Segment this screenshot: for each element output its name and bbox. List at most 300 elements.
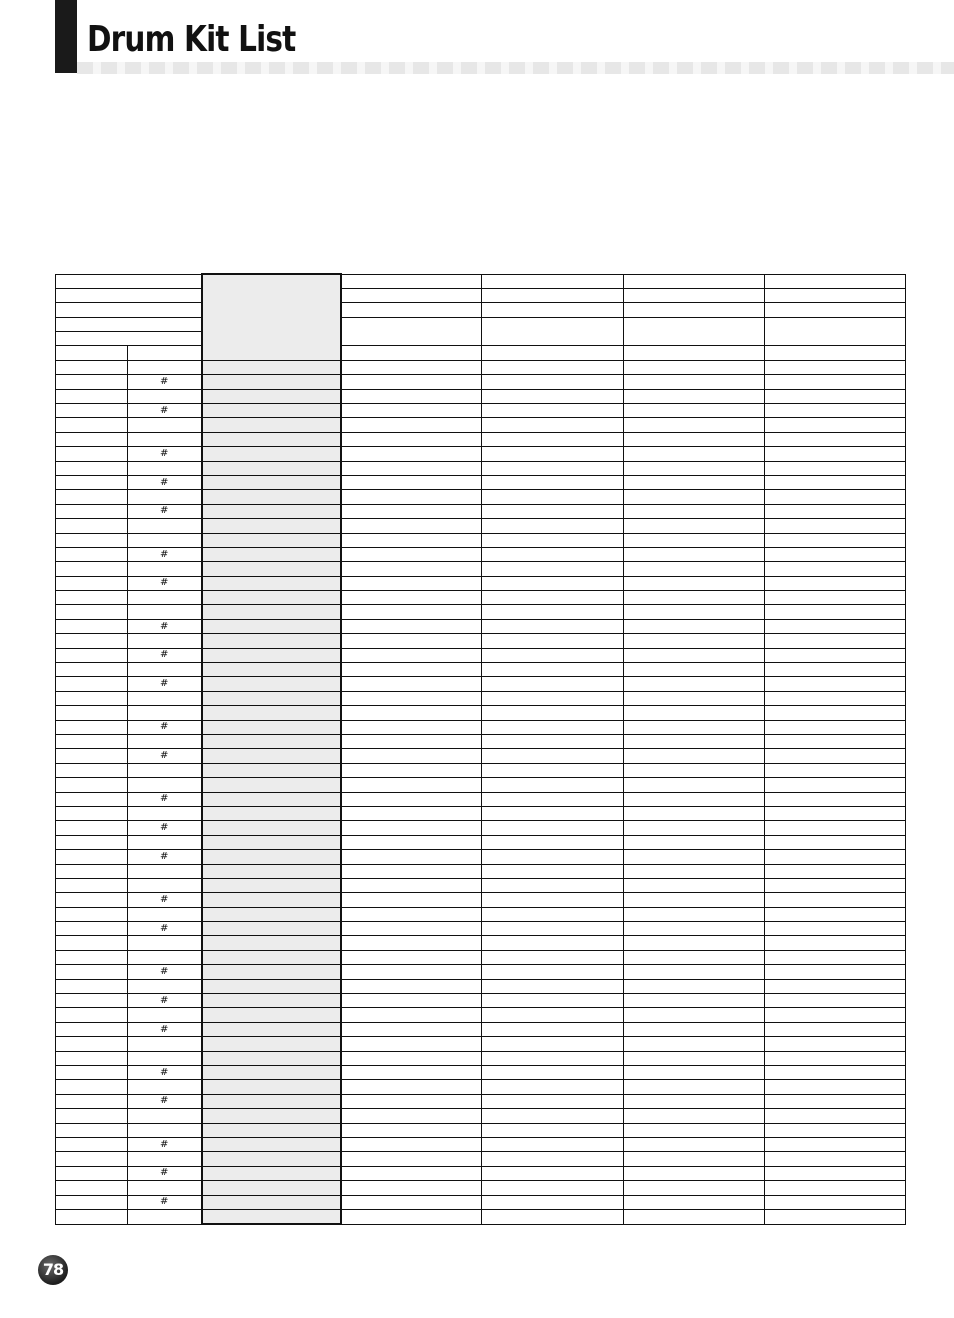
table-cell — [56, 936, 128, 950]
shaded-cell — [202, 1022, 341, 1036]
sharp-cell — [128, 591, 202, 605]
table-cell — [56, 792, 128, 806]
page-number-badge: 78 — [38, 1255, 68, 1285]
sharp-cell: # — [128, 576, 202, 590]
table-cell — [341, 490, 482, 504]
table-row — [56, 1094, 906, 1108]
table-cell — [482, 533, 624, 547]
shaded-cell — [202, 1209, 341, 1224]
table-cell — [765, 864, 906, 878]
table-cell — [482, 1008, 624, 1022]
shaded-cell — [202, 1008, 341, 1022]
table-row — [56, 1166, 906, 1180]
table-cell — [56, 835, 128, 849]
table-cell — [341, 375, 482, 389]
table-cell — [56, 1137, 128, 1151]
table-cell — [482, 1109, 624, 1123]
table-cell — [765, 1022, 906, 1036]
shaded-cell — [202, 835, 341, 849]
shaded-cell — [202, 1181, 341, 1195]
table-cell — [765, 288, 906, 302]
table-cell — [341, 562, 482, 576]
sharp-cell — [128, 907, 202, 921]
table-row — [56, 821, 906, 835]
table-cell — [341, 1109, 482, 1123]
table-cell — [624, 1209, 765, 1224]
table-cell — [765, 576, 906, 590]
table-cell — [56, 461, 128, 475]
table-cell — [765, 735, 906, 749]
table-cell — [624, 1166, 765, 1180]
shaded-cell — [202, 1195, 341, 1209]
shaded-cell — [202, 1166, 341, 1180]
table-cell — [56, 1065, 128, 1079]
table-cell — [765, 1065, 906, 1079]
table-cell — [482, 504, 624, 518]
table-cell — [624, 447, 765, 461]
table-cell — [624, 806, 765, 820]
sharp-cell: # — [128, 447, 202, 461]
sharp-cell: # — [128, 1195, 202, 1209]
table-cell — [624, 735, 765, 749]
shaded-cell — [202, 1094, 341, 1108]
table-cell — [341, 835, 482, 849]
table-cell — [624, 907, 765, 921]
table-cell — [765, 418, 906, 432]
table-cell — [624, 979, 765, 993]
table-header-row — [56, 274, 906, 288]
table-cell — [341, 821, 482, 835]
table-cell — [765, 778, 906, 792]
table-row — [56, 375, 906, 389]
table-cell — [56, 720, 128, 734]
shaded-cell — [202, 533, 341, 547]
table-cell — [56, 878, 128, 892]
table-cell — [765, 1037, 906, 1051]
table-cell — [56, 763, 128, 777]
sharp-cell — [128, 418, 202, 432]
table-cell — [624, 389, 765, 403]
table-cell — [56, 332, 202, 346]
table-cell — [482, 792, 624, 806]
table-cell — [341, 634, 482, 648]
table-cell — [624, 475, 765, 489]
table-cell — [765, 346, 906, 360]
shaded-cell — [202, 720, 341, 734]
table-cell — [56, 533, 128, 547]
table-cell — [765, 648, 906, 662]
table-cell — [765, 936, 906, 950]
table-cell — [624, 936, 765, 950]
table-row — [56, 691, 906, 705]
table-cell — [56, 1051, 128, 1065]
shaded-cell — [202, 1051, 341, 1065]
table-cell — [624, 835, 765, 849]
shaded-cell — [202, 994, 341, 1008]
shaded-cell — [202, 634, 341, 648]
sharp-cell: # — [128, 792, 202, 806]
shaded-cell — [202, 965, 341, 979]
table-row — [56, 965, 906, 979]
sharp-cell: # — [128, 1094, 202, 1108]
table-cell — [624, 346, 765, 360]
sharp-cell — [128, 735, 202, 749]
shaded-cell — [202, 389, 341, 403]
shaded-cell — [202, 360, 341, 374]
table-cell — [482, 547, 624, 561]
table-cell — [56, 375, 128, 389]
table-cell — [341, 806, 482, 820]
shaded-cell — [202, 821, 341, 835]
table-cell — [341, 274, 482, 288]
table-cell — [482, 1022, 624, 1036]
table-cell — [765, 619, 906, 633]
table-cell — [482, 720, 624, 734]
table-cell — [482, 317, 624, 346]
table-cell — [341, 749, 482, 763]
sharp-cell: # — [128, 922, 202, 936]
table-cell — [765, 1195, 906, 1209]
table-cell — [482, 735, 624, 749]
table-cell — [56, 288, 202, 302]
sharp-cell — [128, 706, 202, 720]
table-cell — [56, 432, 128, 446]
sharp-cell — [128, 1181, 202, 1195]
table-cell — [341, 1137, 482, 1151]
sharp-cell: # — [128, 821, 202, 835]
table-cell — [765, 1123, 906, 1137]
table-cell — [56, 1109, 128, 1123]
table-row — [56, 504, 906, 518]
table-cell — [624, 547, 765, 561]
table-cell — [482, 878, 624, 892]
table-cell — [482, 677, 624, 691]
table-cell — [765, 1209, 906, 1224]
shaded-header-cell — [202, 274, 341, 360]
shaded-cell — [202, 850, 341, 864]
sharp-cell — [128, 663, 202, 677]
table-cell — [341, 519, 482, 533]
table-cell — [341, 864, 482, 878]
table-cell — [56, 979, 128, 993]
table-cell — [56, 634, 128, 648]
table-cell — [56, 447, 128, 461]
table-cell — [341, 533, 482, 547]
table-cell — [341, 447, 482, 461]
table-cell — [624, 994, 765, 1008]
shaded-cell — [202, 619, 341, 633]
table-cell — [56, 922, 128, 936]
table-cell — [765, 432, 906, 446]
table-cell — [624, 792, 765, 806]
table-cell — [624, 288, 765, 302]
table-cell — [341, 965, 482, 979]
table-cell — [765, 893, 906, 907]
table-cell — [765, 1181, 906, 1195]
table-header-row — [56, 288, 906, 302]
table-cell — [624, 619, 765, 633]
table-cell — [482, 303, 624, 317]
sharp-cell — [128, 634, 202, 648]
table-cell — [56, 576, 128, 590]
table-cell — [765, 720, 906, 734]
shaded-cell — [202, 735, 341, 749]
sharp-cell — [128, 519, 202, 533]
table-cell — [482, 821, 624, 835]
table-cell — [482, 634, 624, 648]
shaded-cell — [202, 605, 341, 619]
table-cell — [341, 1094, 482, 1108]
table-cell — [56, 547, 128, 561]
table-cell — [624, 533, 765, 547]
table-row — [56, 1008, 906, 1022]
table-row — [56, 663, 906, 677]
shaded-cell — [202, 562, 341, 576]
table-cell — [56, 404, 128, 418]
table-row — [56, 461, 906, 475]
table-row — [56, 447, 906, 461]
table-cell — [765, 691, 906, 705]
table-cell — [56, 519, 128, 533]
table-cell — [56, 893, 128, 907]
table-cell — [482, 1094, 624, 1108]
table-cell — [482, 418, 624, 432]
sharp-cell: # — [128, 475, 202, 489]
table-cell — [341, 1195, 482, 1209]
table-row — [56, 547, 906, 561]
table-cell — [56, 490, 128, 504]
table-cell — [765, 562, 906, 576]
shaded-cell — [202, 778, 341, 792]
shaded-cell — [202, 878, 341, 892]
sharp-cell — [128, 1209, 202, 1224]
table-cell — [56, 907, 128, 921]
table-cell — [56, 346, 128, 360]
shaded-cell — [202, 1065, 341, 1079]
shaded-cell — [202, 792, 341, 806]
shaded-cell — [202, 475, 341, 489]
table-cell — [56, 605, 128, 619]
sharp-cell — [128, 950, 202, 964]
sharp-cell — [128, 763, 202, 777]
table-cell — [624, 504, 765, 518]
table-cell — [341, 878, 482, 892]
table-row — [56, 1137, 906, 1151]
table-cell — [56, 850, 128, 864]
table-cell — [341, 1080, 482, 1094]
table-cell — [482, 274, 624, 288]
table-cell — [765, 317, 906, 346]
table-cell — [482, 490, 624, 504]
table-cell — [765, 303, 906, 317]
table-cell — [765, 979, 906, 993]
sharp-cell — [128, 461, 202, 475]
table-row — [56, 922, 906, 936]
table-row — [56, 519, 906, 533]
table-cell — [482, 432, 624, 446]
sharp-cell: # — [128, 994, 202, 1008]
table-cell — [765, 1137, 906, 1151]
table-cell — [624, 303, 765, 317]
table-cell — [765, 706, 906, 720]
table-cell — [341, 1123, 482, 1137]
table-cell — [341, 591, 482, 605]
table-cell — [341, 677, 482, 691]
table-cell — [765, 763, 906, 777]
table-cell — [765, 461, 906, 475]
table-row — [56, 1080, 906, 1094]
table-cell — [341, 418, 482, 432]
sharp-cell: # — [128, 404, 202, 418]
table-cell — [56, 1094, 128, 1108]
table-cell — [765, 519, 906, 533]
table-cell — [482, 1195, 624, 1209]
table-cell — [482, 1080, 624, 1094]
table-cell — [341, 1152, 482, 1166]
table-cell — [765, 994, 906, 1008]
table-cell — [765, 504, 906, 518]
table-cell — [482, 706, 624, 720]
sharp-cell — [128, 835, 202, 849]
sharp-cell — [128, 979, 202, 993]
shaded-cell — [202, 922, 341, 936]
sharp-cell — [128, 1051, 202, 1065]
table-cell — [482, 994, 624, 1008]
table-cell — [624, 274, 765, 288]
table-row — [56, 1209, 906, 1224]
shaded-cell — [202, 979, 341, 993]
table-cell — [56, 1080, 128, 1094]
sharp-cell — [128, 1152, 202, 1166]
table-cell — [341, 317, 482, 346]
table-cell — [624, 850, 765, 864]
table-row — [56, 389, 906, 403]
table-cell — [482, 979, 624, 993]
table-cell — [765, 821, 906, 835]
table-cell — [624, 1195, 765, 1209]
table-cell — [624, 418, 765, 432]
shaded-cell — [202, 706, 341, 720]
table-row — [56, 893, 906, 907]
table-cell — [624, 720, 765, 734]
shaded-cell — [202, 691, 341, 705]
table-cell — [482, 519, 624, 533]
table-cell — [624, 922, 765, 936]
table-cell — [56, 418, 128, 432]
sharp-cell: # — [128, 547, 202, 561]
table-cell — [482, 850, 624, 864]
table-cell — [341, 950, 482, 964]
table-cell — [56, 778, 128, 792]
table-cell — [482, 461, 624, 475]
table-row — [56, 432, 906, 446]
shaded-cell — [202, 677, 341, 691]
shaded-cell — [202, 893, 341, 907]
table-cell — [765, 447, 906, 461]
table-row — [56, 1195, 906, 1209]
table-cell — [765, 634, 906, 648]
sharp-cell — [128, 533, 202, 547]
table-cell — [341, 461, 482, 475]
table-cell — [624, 677, 765, 691]
table-cell — [56, 821, 128, 835]
table-cell — [482, 922, 624, 936]
table-cell — [624, 576, 765, 590]
table-cell — [624, 490, 765, 504]
table-cell — [482, 1137, 624, 1151]
sharp-cell — [128, 1037, 202, 1051]
table-cell — [56, 864, 128, 878]
table-row — [56, 418, 906, 432]
table-row — [56, 735, 906, 749]
table-row — [56, 533, 906, 547]
table-cell — [341, 432, 482, 446]
shaded-cell — [202, 936, 341, 950]
table-cell — [56, 677, 128, 691]
table-cell — [482, 907, 624, 921]
table-cell — [624, 965, 765, 979]
table-cell — [624, 591, 765, 605]
table-cell — [765, 922, 906, 936]
table-row — [56, 835, 906, 849]
shaded-cell — [202, 907, 341, 921]
sharp-cell — [128, 605, 202, 619]
table-cell — [56, 1022, 128, 1036]
table-cell — [765, 749, 906, 763]
table-cell — [341, 1065, 482, 1079]
table-cell — [56, 663, 128, 677]
sharp-cell — [128, 432, 202, 446]
table-cell — [765, 1008, 906, 1022]
table-cell — [482, 1123, 624, 1137]
table-cell — [765, 533, 906, 547]
table-row — [56, 979, 906, 993]
table-cell — [341, 979, 482, 993]
table-cell — [482, 447, 624, 461]
table-cell — [765, 965, 906, 979]
table-header-row — [56, 317, 906, 331]
table-cell — [56, 619, 128, 633]
table-cell — [341, 735, 482, 749]
table-cell — [56, 1166, 128, 1180]
table-cell — [482, 778, 624, 792]
shaded-cell — [202, 461, 341, 475]
table-cell — [341, 1008, 482, 1022]
table-cell — [624, 1094, 765, 1108]
sharp-cell: # — [128, 850, 202, 864]
table-cell — [482, 605, 624, 619]
table-cell — [624, 1109, 765, 1123]
table-cell — [765, 475, 906, 489]
shaded-cell — [202, 375, 341, 389]
table-row — [56, 1065, 906, 1079]
table-cell — [624, 605, 765, 619]
table-cell — [341, 1022, 482, 1036]
sharp-cell — [128, 389, 202, 403]
table-cell — [765, 878, 906, 892]
table-cell — [624, 1022, 765, 1036]
table-cell — [765, 547, 906, 561]
table-cell — [56, 706, 128, 720]
table-row — [56, 850, 906, 864]
table-cell — [56, 475, 128, 489]
title-underline-stripe — [77, 62, 954, 74]
shaded-cell — [202, 1137, 341, 1151]
table-cell — [624, 1037, 765, 1051]
table-cell — [56, 389, 128, 403]
table-cell — [624, 893, 765, 907]
sharp-cell — [128, 878, 202, 892]
